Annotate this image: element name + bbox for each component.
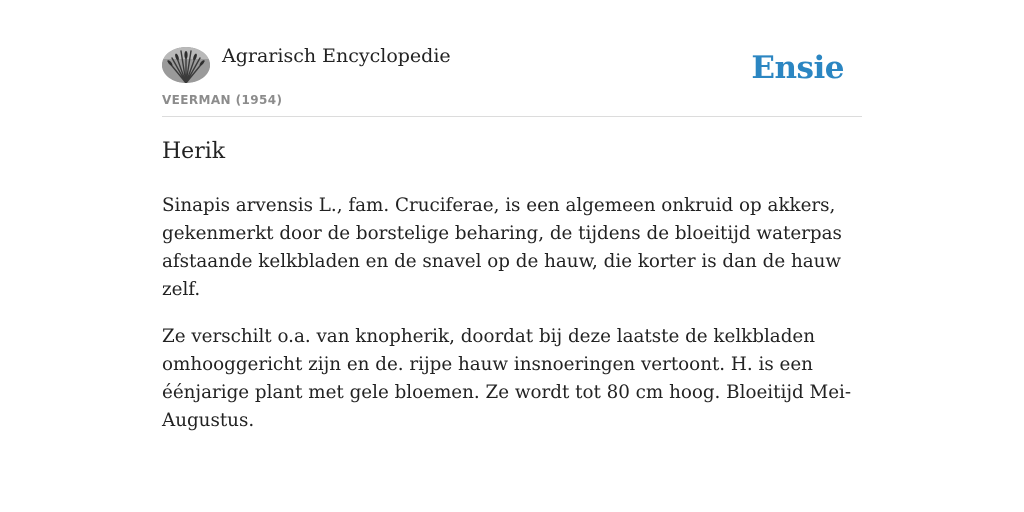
wheat-illustration-icon	[162, 47, 210, 83]
source-title[interactable]: Agrarisch Encyclopedie	[222, 45, 451, 67]
entry-title: Herik	[162, 139, 226, 164]
ensie-logo[interactable]: Ensie	[751, 50, 844, 86]
encyclopedia-cover-image	[162, 47, 210, 83]
source-meta: VEERMAN (1954)	[162, 93, 283, 107]
source-header	[162, 44, 862, 117]
entry-paragraph: Sinapis arvensis L., fam. Cruciferae, is een algemeen onkruid op akkers, gekenmerkt door de borstelige beharing, de tijdens de bloeitijd waterpas afstaande kelkbladen en de snavel op de hauw, die korter is dan de hauw zelf.	[162, 195, 842, 300]
entry-paragraph: Ze verschilt o.a. van knopherik, doordat bij deze laatste de kelkbladen omhooggericht zijn en de. rijpe hauw insnoeringen vertoont. H. is een éénjarige plant met gele bloemen. Ze wordt tot 80 cm hoog. Bloeitijd Mei-Augustus.	[162, 326, 852, 431]
entry-body	[162, 192, 868, 454]
